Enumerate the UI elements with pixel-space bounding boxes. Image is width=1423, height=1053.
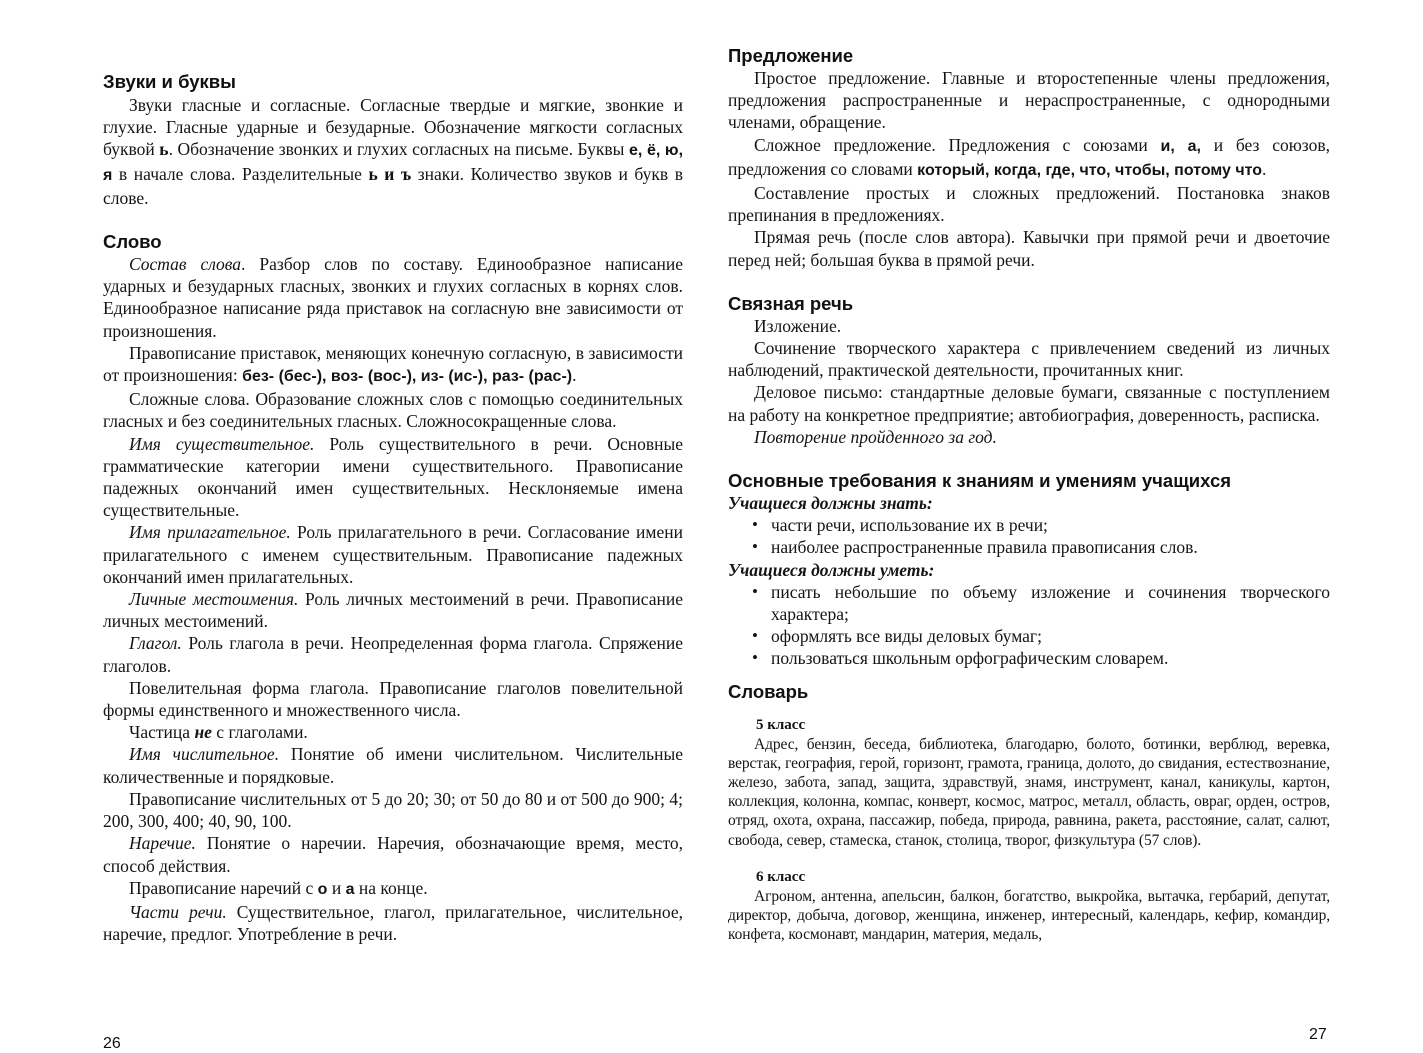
list-item: • наиболее распространенные правила правописания слов.	[728, 536, 1330, 558]
section-title-requirements: Основные требования к знаниям и умениям учащихся	[728, 470, 1232, 492]
paragraph-exposition: Изложение.	[754, 315, 842, 336]
paragraph-complex-sentence	[728, 134, 1330, 182]
text: с глаголами.	[211, 722, 308, 743]
text: .	[1262, 158, 1267, 179]
bold-italic-particle: не	[194, 722, 212, 743]
paragraph-numeral	[103, 743, 683, 787]
section-title-sounds: Звуки и буквы	[103, 71, 236, 92]
paragraph-parts-of-speech	[103, 901, 683, 945]
right-column	[728, 0, 1330, 945]
paragraph-numeral-spelling: Правописание числительных от 5 до 20; 30; от 50 до 80 и от 500 до 900; 4; 200, 300, 400; 40, 90, 100.	[103, 788, 683, 832]
italic-term: Части речи.	[129, 901, 227, 922]
italic-text: Повторение пройденного за год.	[754, 426, 997, 447]
paragraph-adverb-spelling	[103, 877, 683, 901]
bold-letter: а	[345, 880, 355, 898]
text: Роль личных местоимений в речи. Правописание личных местоимений.	[103, 589, 683, 632]
italic-term: Состав слова	[129, 254, 242, 275]
text: .	[572, 365, 577, 386]
italic-term: Наречие.	[129, 833, 196, 854]
section-title-dictionary: Словарь	[728, 680, 809, 702]
list-item: • оформлять все виды деловых бумаг;	[728, 625, 1330, 647]
text: в начале слова. Разделительные	[112, 163, 369, 184]
text: Частица	[129, 722, 195, 743]
italic-term: Глагол.	[129, 633, 182, 654]
text: на конце.	[354, 877, 428, 898]
italic-term: Личные местоимения.	[129, 589, 299, 610]
paragraph-repetition	[728, 426, 1330, 448]
text: . Обозначение звонких и глухих согласных на письме. Буквы	[168, 139, 629, 160]
paragraph-verb	[103, 632, 683, 676]
paragraph-business-letter: Деловое письмо: стандартные деловые бумаги, связанные с поступлением на работу на конкретное предприятие; автобиография, доверенность, расписка.	[728, 382, 1330, 425]
list-item: • писать небольшие по объему изложение и сочинения творческого характера;	[728, 581, 1330, 625]
section-title-speech: Связная речь	[728, 292, 854, 314]
bold-signs: ь и ъ	[368, 163, 412, 184]
text: Сложное предложение. Предложения с союзами	[754, 134, 1161, 155]
grade-6-words: Агроном, антенна, апельсин, балкон, богатство, выкройка, вытачка, гербарий, депутат, директор, добыча, договор, женщина, инженер, интересный, календарь, кефир, командир, конфета, космонавт, мандарин, материя, медаль,	[728, 887, 1330, 944]
paragraph-word-composition	[103, 253, 683, 342]
left-column	[103, 0, 683, 945]
section-title-sentence: Предложение	[728, 45, 854, 66]
bold-conjunctions: и, а,	[1160, 137, 1201, 155]
paragraph-adverb	[103, 832, 683, 876]
text: и	[327, 877, 346, 898]
text: Роль прилагательного в речи. Согласование имени прилагательного с именем существительным. Правописание падежных окончаний имен прилагательных.	[103, 522, 683, 587]
text: Звуки гласные и согласные. Согласные твердые и мягкие, звонкие и глухие. Гласные ударные и безударные. Обозначение мягкости согласных буквой	[103, 95, 683, 160]
text: Роль существительного в речи. Основные грамматические категории имени существительного. Правописание падежных окончаний имен существительных. Несклоняемые имена существительные.	[103, 433, 683, 521]
italic-term: Имя существительное.	[129, 433, 315, 454]
italic-term: Имя прилагательное.	[129, 522, 291, 543]
bold-soft-sign: ь	[159, 139, 169, 160]
paragraph-adjective	[103, 521, 683, 588]
list-item: • пользоваться школьным орфографическим словарем.	[728, 647, 1330, 669]
text: Существительное, глагол, прилагательное, числительное, наречие, предлог. Употребление в речи.	[103, 901, 683, 945]
subtitle-can: Учащиеся должны уметь:	[728, 559, 935, 580]
paragraph-sentence-building: Составление простых и сложных предложений. Постановка знаков препинания в предложениях.	[728, 183, 1330, 226]
paragraph-noun	[103, 433, 683, 522]
text: Понятие о наречии. Наречия, обозначающие время, место, способ действия.	[103, 833, 683, 876]
text: Правописание наречий с	[129, 877, 318, 898]
paragraph-compound-words: Сложные слова. Образование сложных слов с помощью соединительных гласных и без соединительных гласных. Сложносокращенные слова.	[103, 389, 683, 432]
page-number-left: 26	[103, 1035, 121, 1052]
right-page	[712, 0, 1423, 1045]
left-page	[0, 0, 712, 1052]
subtitle-know: Учащиеся должны знать:	[728, 493, 933, 514]
paragraph-particle	[103, 721, 683, 743]
list-can	[728, 581, 1330, 670]
grade-5-words: Адрес, бензин, беседа, библиотека, благодарю, болото, ботинки, верблюд, веревка, верстак, география, герой, горизонт, грамота, граница, долото, до свидания, естествознание, железо, забота, запад, защита, здравствуй, знамя, инструмент, канал, каникулы, картон, коллекция, колонна, компас, конверт, космос, матрос, металл, область, овраг, орден, остров, отряд, охота, охрана, пассажир, победа, природа, равнина, ракета, расстояние, салат, салют, свобода, север, стамеска, станок, столица, творог, физкультура (57 слов).	[728, 735, 1330, 849]
text: Правописание приставок, меняющих конечную согласную, в зависимости от произношения:	[103, 342, 683, 386]
list-item: • части речи, использование их в речи;	[728, 514, 1330, 536]
list-know	[728, 514, 1330, 558]
bold-prefixes: без- (бес-), воз- (вос-), из- (ис-), раз- (рас-)	[242, 368, 573, 386]
bold-letters: е, ё, ю, я	[103, 142, 684, 184]
grade-6-title: 6 класс	[756, 868, 806, 885]
grade-5-title: 5 класс	[756, 716, 806, 733]
paragraph-composition: Сочинение творческого характера с привлечением сведений из личных наблюдений, практической деятельности, прочитанных книг.	[728, 338, 1330, 381]
text: и без союзов, предложения со словами	[728, 134, 1330, 179]
paragraph-pronouns	[103, 588, 683, 632]
paragraph-prefixes	[103, 342, 683, 388]
paragraph-imperative: Повелительная форма глагола. Правописание глаголов повелительной формы единственного и множественного числа.	[103, 677, 683, 721]
text: знаки. Количество звуков и букв в слове.	[103, 163, 683, 208]
bold-letter: о	[317, 880, 328, 898]
paragraph-direct-speech: Прямая речь (после слов автора). Кавычки при прямой речи и двоеточие перед ней; большая буква в прямой речи.	[728, 227, 1330, 270]
paragraph-simple-sentence: Простое предложение. Главные и второстепенные члены предложения, предложения распространенные и нераспространенные, с однородными членами, обращение.	[728, 68, 1330, 133]
italic-term: Имя числительное.	[129, 744, 280, 765]
paragraph-sounds	[103, 94, 683, 209]
bold-words: который, когда, где, что, чтобы, потому что	[917, 161, 1263, 179]
text: . Разбор слов по составу. Единообразное написание ударных и безударных гласных, звонких и глухих согласных в корнях слов. Единообразное написание ряда приставок на согласную вне зависимости от произношения.	[103, 254, 683, 341]
page-number-right: 27	[1309, 1026, 1327, 1043]
section-title-word: Слово	[103, 231, 162, 253]
text: Понятие об имени числительном. Числительные количественные и порядковые.	[103, 744, 683, 787]
text: Роль глагола в речи. Неопределенная форма глагола. Спряжение глаголов.	[103, 633, 683, 676]
